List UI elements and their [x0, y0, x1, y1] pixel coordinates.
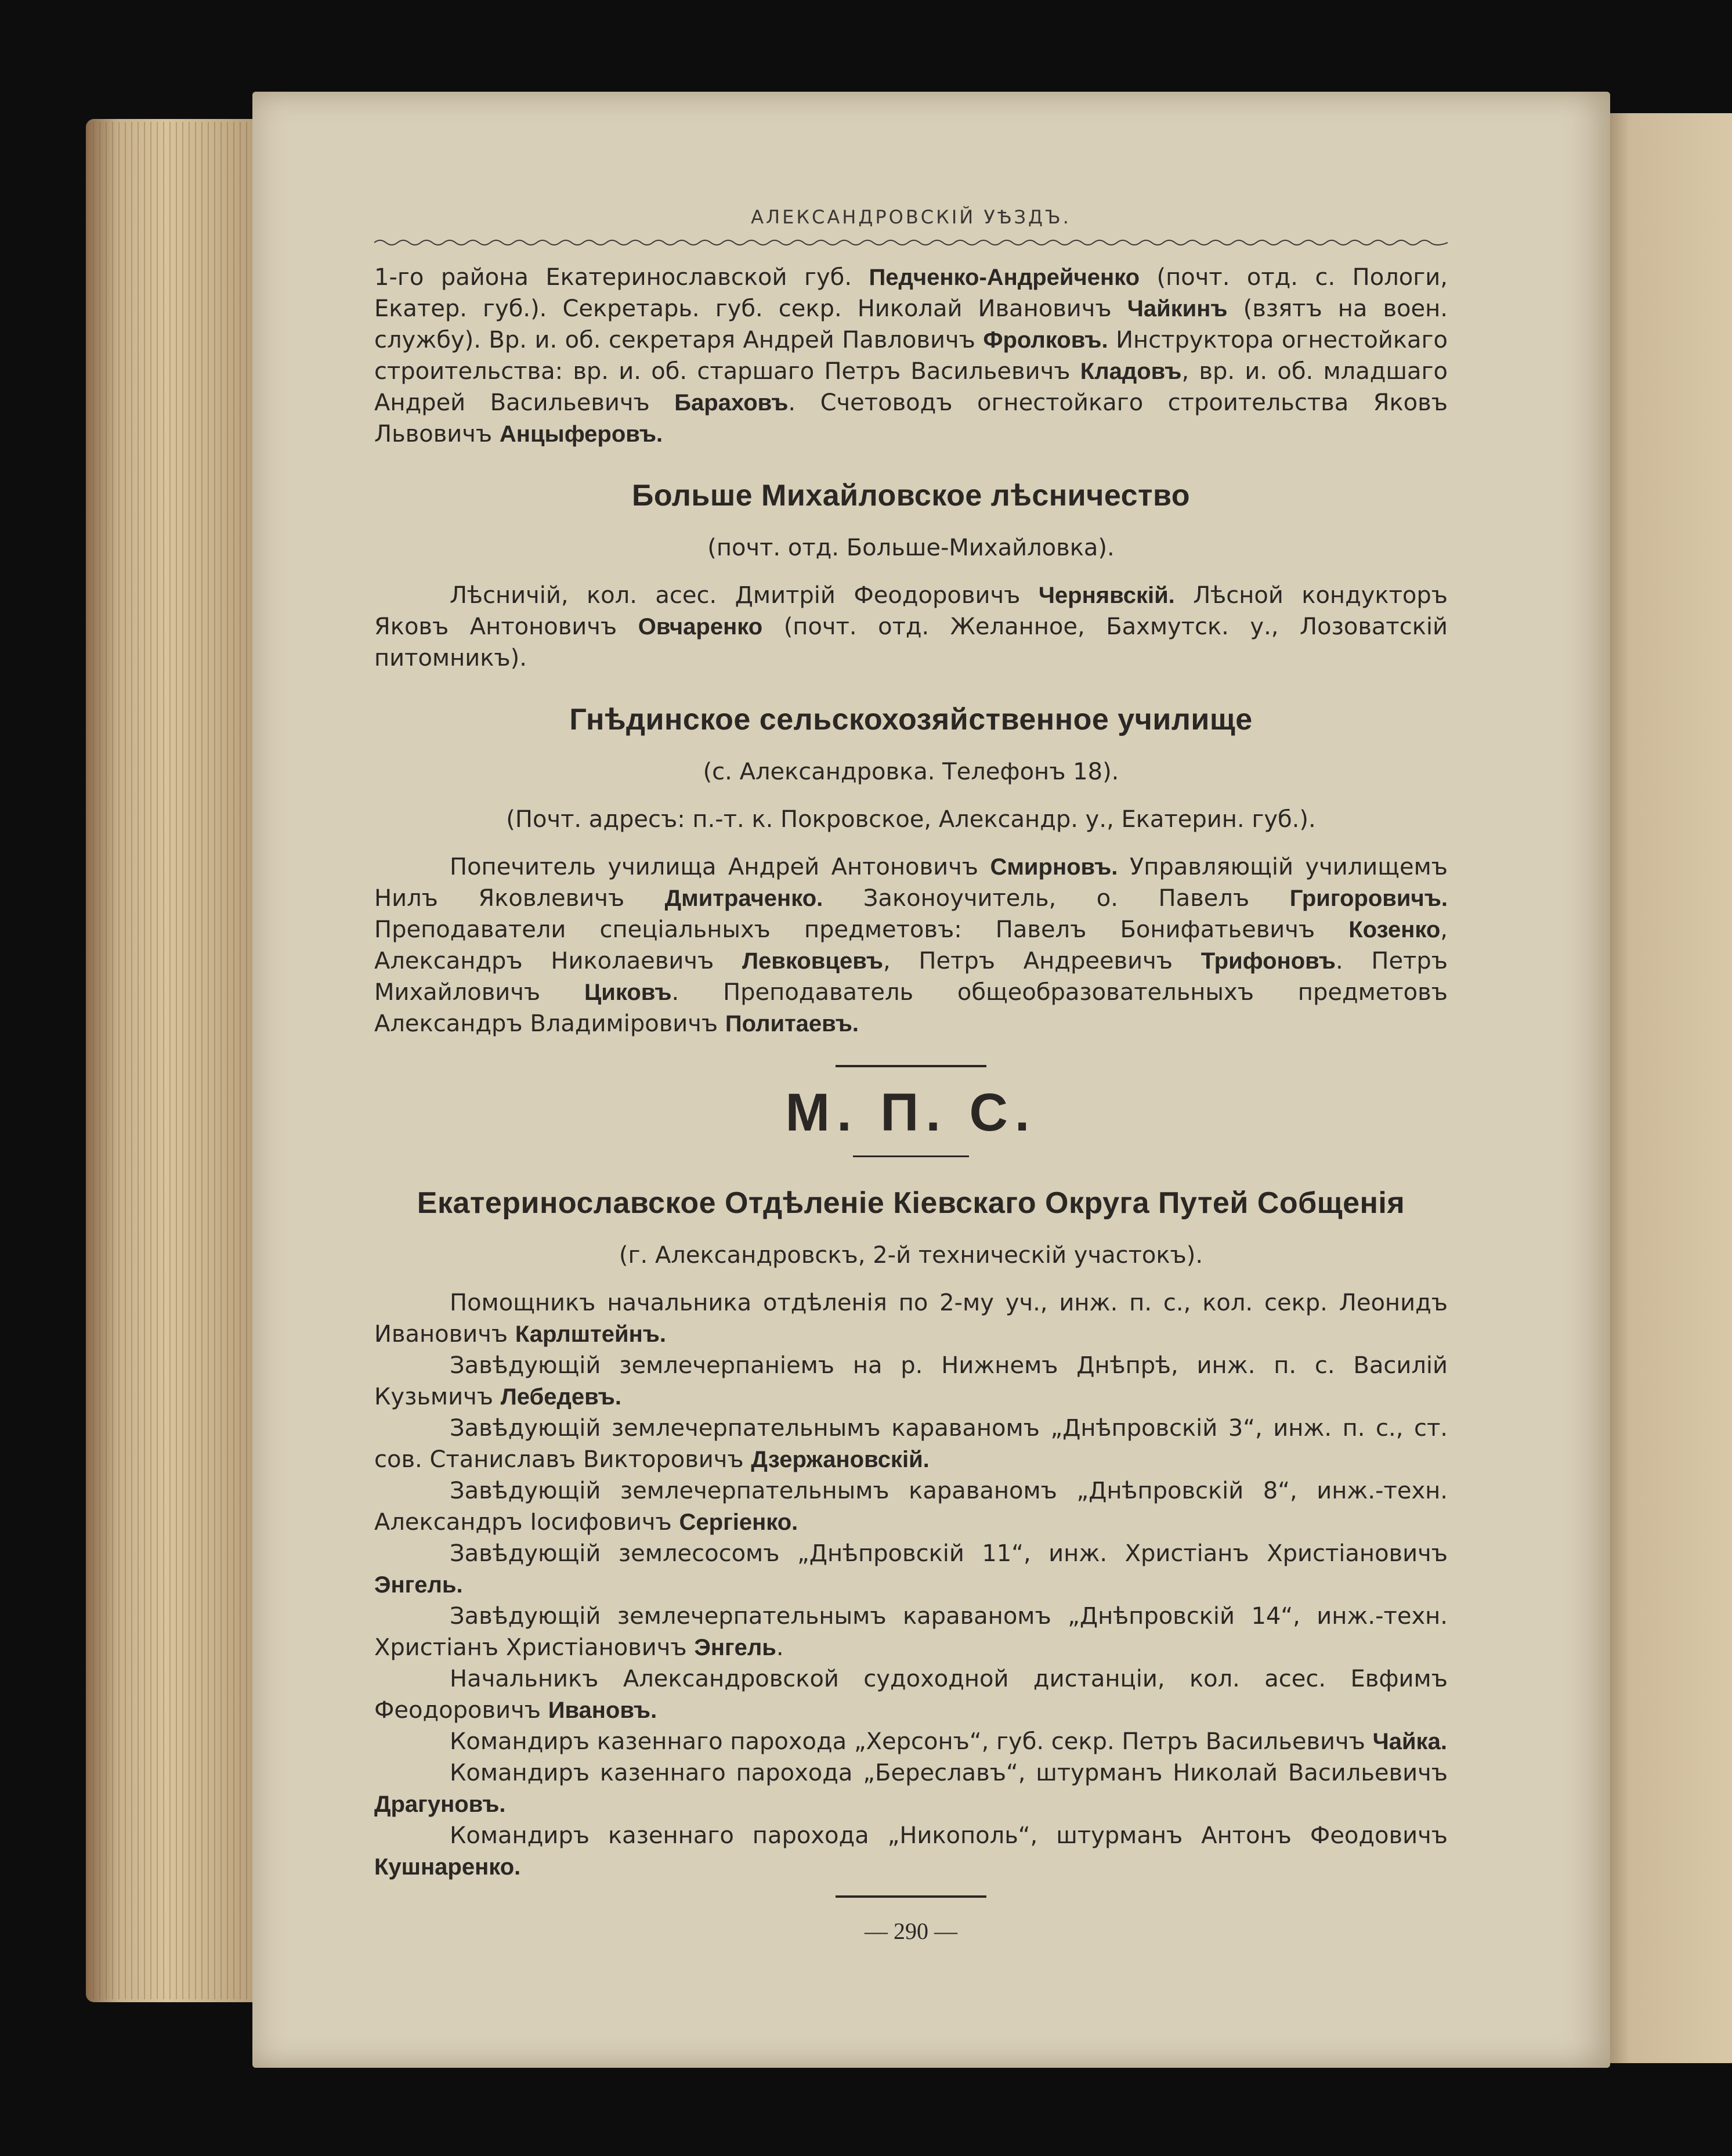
staff-entry: Завѣдующій землечерпательнымъ караваномъ „Днѣпровскій 8“, инж.-техн. Александръ Іосифовичъ Сергіенко. [374, 1478, 1448, 1536]
section-title-otdelenie: Екатеринославское Отдѣленіе Кіевскаго Округа Путей Собщенія [417, 1186, 1405, 1220]
surname: Сергіенко. [679, 1509, 798, 1535]
surname: Энгель. [374, 1572, 463, 1598]
surname: Григоровичъ. [1289, 886, 1448, 911]
mps-heading: М. П. С. [785, 1083, 1037, 1142]
surname: Козенко [1348, 917, 1441, 942]
section-title-lesnichestvo: Больше Михайловское лѣсничество [631, 479, 1191, 512]
surname: Чайка. [1372, 1729, 1447, 1754]
bottom-divider [836, 1895, 986, 1898]
surname: Циковъ [584, 980, 672, 1005]
surname: Энгель [694, 1635, 776, 1660]
surname: Дзержановскій. [751, 1447, 930, 1472]
surname: Смирновъ. [990, 854, 1118, 880]
page-number: — 290 — [865, 1918, 957, 1944]
staff-entry: Помощникъ начальника отдѣленія по 2-му уч., инж. п. с., кол. секр. Леонидъ Ивановичъ Карлштейнъ. [374, 1290, 1448, 1348]
surname: Драгуновъ. [374, 1792, 506, 1817]
staff-entries [374, 1287, 1448, 1883]
surname: Ивановъ. [548, 1698, 657, 1723]
section-divider [836, 1065, 986, 1067]
staff-entry: Командиръ казеннаго парохода „Береславъ“, штурманъ Николай Васильевичъ Драгуновъ. [374, 1760, 1448, 1817]
staff-entry: Командиръ казеннаго парохода „Никополь“, штурманъ Антонъ Феодовичъ Кушнаренко. [374, 1822, 1448, 1880]
running-head: АЛЕКСАНДРОВСКІЙ УѢЗДЪ. [751, 206, 1071, 228]
page-content [374, 206, 1448, 1945]
staff-entry: Завѣдующій землесосомъ „Днѣпровскій 11“, инж. Христіанъ Христіановичъ Энгель. [374, 1540, 1448, 1598]
surname: Овчаренко [638, 614, 763, 640]
staff-entry: Завѣдующій землечерпательнымъ караваномъ „Днѣпровскій 14“, инж.-техн. Христіанъ Христіановичъ Энгель. [374, 1603, 1448, 1661]
staff-entry: Командиръ казеннаго парохода „Херсонъ“, губ. секр. Петръ Васильевичъ Чайка. [450, 1728, 1447, 1755]
surname: Бараховъ [674, 390, 789, 416]
section-subtitle-otdelenie: (г. Александровскъ, 2-й техническій участокъ). [619, 1242, 1203, 1269]
surname: Анцыферовъ. [499, 421, 663, 447]
lesnichestvo-paragraph: Лѣсничій, кол. асес. Дмитрій Феодоровичъ Чернявскій. Лѣсной кондукторъ Яковъ Антоновичъ Овчаренко (почт. отд. Желанное, Бахмутск. у., Лозоватскій питомникъ). [374, 582, 1448, 671]
right-page-edge [1596, 113, 1732, 2063]
staff-entry: Завѣдующій землечерпаніемъ на р. Нижнемъ Днѣпрѣ, инж. п. с. Василій Кузьмичъ Лебедевъ. [374, 1352, 1448, 1410]
surname: Дмитраченко. [664, 886, 823, 911]
wavy-rule [374, 236, 1448, 249]
surname: Педченко-Андрейченко [869, 265, 1140, 290]
section-subtitle-lesnichestvo: (почт. отд. Больше-Михайловка). [707, 535, 1115, 561]
staff-entry: Начальникъ Александровской судоходной дистанціи, кол. асес. Евфимъ Феодоровичъ Ивановъ. [374, 1666, 1448, 1724]
section-subtitle-telephone: (с. Александровка. Телефонъ 18). [703, 759, 1119, 785]
section-subtitle-address: (Почт. адресъ: п.-т. к. Покровское, Александр. у., Екатерин. губ.). [506, 806, 1316, 833]
surname: Левковцевъ [742, 948, 883, 974]
surname: Чернявскій. [1038, 583, 1175, 608]
section-title-uchilishche: Гнѣдинское сельскохозяйственное училище [569, 703, 1253, 736]
staff-entry: Завѣдующій землечерпательнымъ караваномъ „Днѣпровскій 3“, инж. п. с., ст. сов. Станиславъ Викторовичъ Дзержановскій. [374, 1415, 1448, 1473]
surname: Политаевъ. [725, 1011, 859, 1037]
page-edge-lines [93, 122, 261, 1999]
surname: Трифоновъ [1201, 948, 1336, 974]
surname: Кушнаренко. [374, 1854, 521, 1880]
surname: Чайкинъ [1127, 296, 1228, 322]
uchilishche-paragraph: Попечитель училища Андрей Антоновичъ Смирновъ. Управляющій училищемъ Нилъ Яковлевичъ Дмитраченко. Законоучитель, о. Павелъ Григоровичъ. Преподаватели спеціальныхъ предметовъ: Павелъ Бонифатьевичъ Козенко, Александръ Николаевичъ Левковцевъ, Петръ Андреевичъ Трифоновъ. Петръ Михайловичъ Циковъ. Преподаватель общеобразовательныхъ предметовъ Александръ Владиміровичъ Политаевъ. [374, 854, 1448, 1037]
surname: Фролковъ. [983, 327, 1108, 353]
surname: Кладовъ [1080, 359, 1182, 384]
surname: Карлштейнъ. [515, 1321, 667, 1347]
intro-paragraph: 1-го района Екатеринославской губ. Педченко-Андрейченко (почт. отд. с. Пологи, Екатер. губ.). Секретарь. губ. секр. Николай Ивановичъ Чайкинъ (взятъ на воен. службу). Вр. и. об. секретаря Андрей Павловичъ Фролковъ. Инструктора огнестойкаго строительства: вр. и. об. старшаго Петръ Васильевичъ Кладовъ, вр. и. об. младшаго Андрей Васильевичъ Бараховъ. Счетоводъ огнестойкаго строительства Яковъ Львовичъ Анцыферовъ. [374, 264, 1448, 447]
surname: Лебедевъ. [500, 1384, 621, 1410]
